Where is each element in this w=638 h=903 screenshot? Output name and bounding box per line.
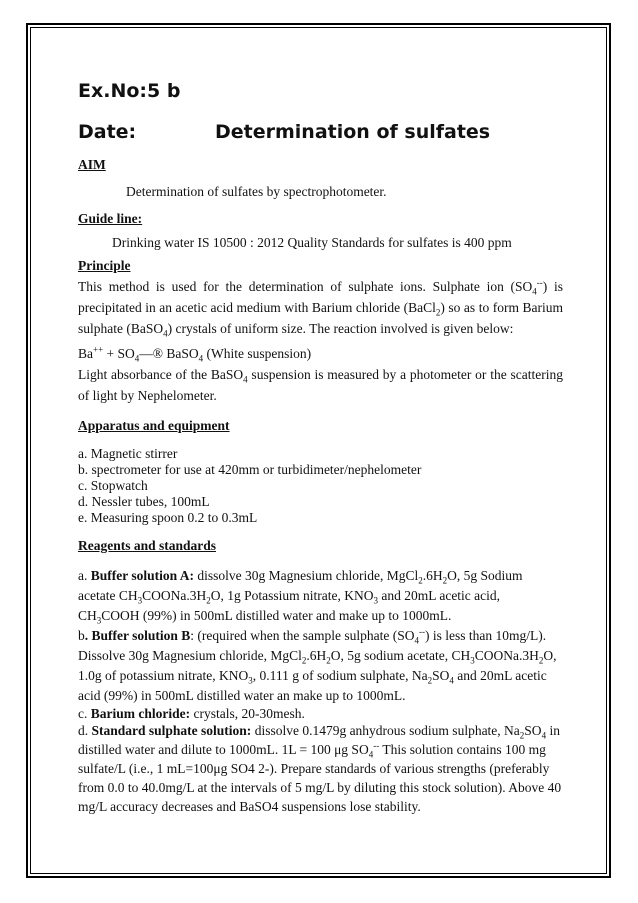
list-item: c. Stopwatch: [78, 478, 148, 493]
buffer-b-paragraph: b. Buffer solution B: (required when the sample sulphate $(SO_4^{--})$ is less than 10mg/L). Dissolve 30g Magnesium chloride, $MgCl_2.6H_2O$, 5g sodium acetate, $CH_3COONa.3H_2O$, 1.0g of potassium nitrate, $KNO_3$, 0.111 g of sodium sulphate, $Na_2SO_4$ and 20mL acetic acid (99%) in 500mL distilled water an make up to 1000mL.: [78, 626, 557, 703]
list-item: e. Measuring spoon 0.2 to 0.3mL: [78, 510, 258, 525]
guide-heading: Guide line:: [78, 211, 143, 226]
list-item: d. Nessler tubes, 100mL: [78, 494, 210, 509]
reaction-equation: $Ba^{++} + SO_4—®$ BaSO$_4$ (White suspension): [78, 344, 312, 364]
apparatus-list: [78, 446, 563, 526]
list-item: b. spectrometer for use at 420mm or turbidimeter/nephelometer: [78, 462, 422, 477]
principle-heading: Principle: [78, 258, 131, 273]
aim-heading: AIM: [78, 157, 106, 172]
reagents-heading: Reagents and standards: [78, 538, 217, 553]
page-title: Determination of sulfates: [215, 121, 491, 143]
list-item: a. Magnetic stirrer: [78, 446, 178, 461]
standard-sulphate-paragraph: d. Standard sulphate solution: dissolve 0.1479g anhydrous sodium sulphate, $Na_2SO_4$ in distilled water and dilute to 1000mL. 1L = 100 μg $SO_4^{--}$ This solution contains 100 mg sulfate/L (i.e., 1 mL=100μg SO4 2-). Prepare standards of various strengths (preferably from 0.0 to 40.0mg/L at the intervals of 5 mg/L by diluting this stock solution). Above 40 mg/L accuracy decreases and BaSO4 suspensions lose stability.: [78, 723, 562, 814]
apparatus-heading: Apparatus and equipment: [78, 418, 230, 433]
aim-text: Determination of sulfates by spectrophotometer.: [126, 184, 387, 199]
absorbance-paragraph: Light absorbance of the BaSO$_4$ suspension is measured by a photometer or the scattering of light by Nephelometer.: [78, 367, 563, 403]
guide-text: Drinking water IS 10500 : 2012 Quality Standards for sulfates is 400 ppm: [112, 235, 512, 250]
barium-chloride-line: c. Barium chloride: crystals, 20-30mesh.: [78, 706, 305, 721]
principle-paragraph: This method is used for the determination of sulphate ions. Sulphate ion $(SO_4^{--})$ is precipitated in an acetic acid medium with Barium chloride (BaCl$_2$) so as to form Barium sulphate (BaSO$_4$) crystals of uniform size. The reaction involved is given below:: [78, 277, 563, 339]
date-title-row: [78, 121, 563, 143]
buffer-a-paragraph: a. Buffer solution A: dissolve 30g Magnesium chloride, $MgCl_2.6H_2O$, 5g Sodium acetate $CH_3COONa.3H_2O$, 1g Potassium nitrate, $KNO_3$ and 20mL acetic acid, $CH_3COOH$ (99%) in 500mL distilled water and make up to 1000mL.: [78, 568, 523, 626]
date-label: Date:: [78, 121, 137, 143]
document-body: [78, 75, 563, 816]
exercise-number: Ex.No:5 b: [78, 80, 181, 102]
